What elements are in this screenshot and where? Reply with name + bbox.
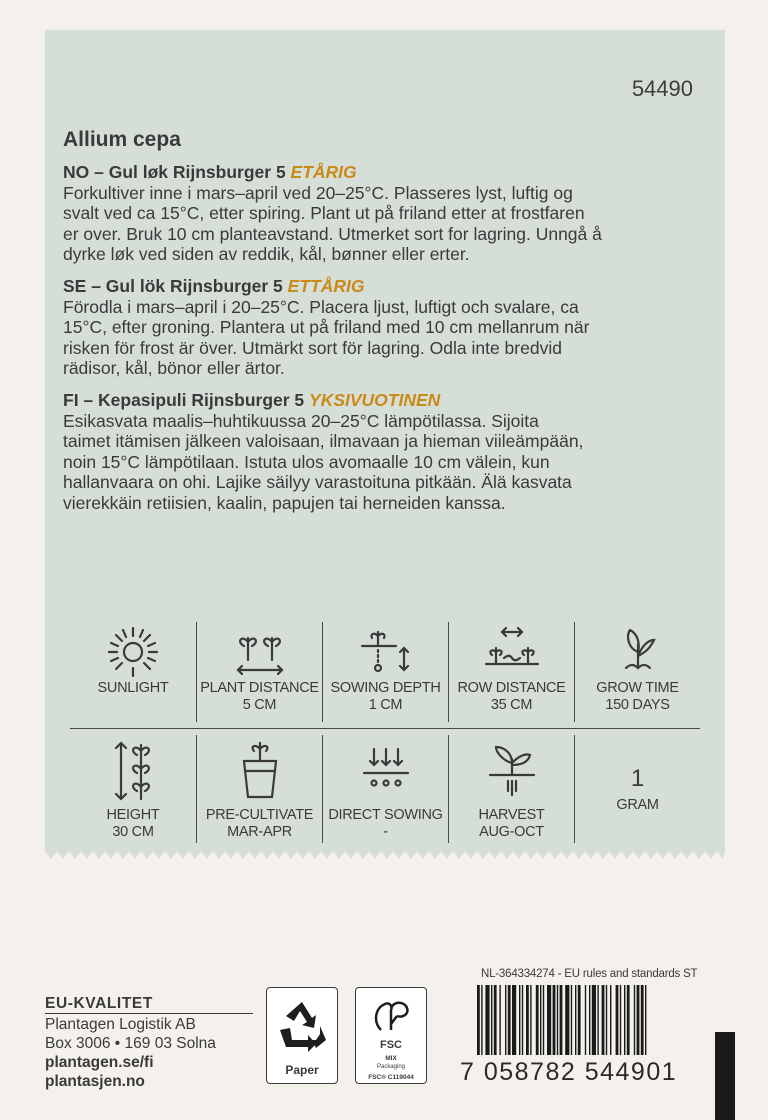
barcode-bar — [560, 985, 563, 1055]
height-icon — [103, 735, 163, 807]
barcode-bar — [512, 985, 516, 1055]
info-value: 150 DAYS — [605, 697, 670, 713]
fsc-tree-icon — [367, 994, 415, 1034]
section-heading: NO – Gul løk Rijnsburger 5 — [63, 162, 291, 182]
barcode-bar — [508, 985, 511, 1055]
info-cell-pre-cultivate — [196, 735, 322, 843]
info-row — [70, 622, 700, 722]
barcode-bar — [610, 985, 611, 1055]
barcode-bar — [481, 985, 482, 1055]
product-code: 54490 — [631, 76, 693, 101]
grid-divider — [70, 728, 700, 729]
barcode-bar — [637, 985, 640, 1055]
barcode-bar — [536, 985, 539, 1055]
barcode-bar — [641, 985, 644, 1055]
barcode-bar — [624, 985, 625, 1055]
info-row — [70, 735, 700, 843]
barcode-bar — [505, 985, 506, 1055]
barcode-bar — [522, 985, 523, 1055]
recycle-badge — [266, 987, 338, 1084]
info-panel — [45, 30, 725, 852]
plant-distance-icon — [230, 622, 290, 680]
barcode-bar — [606, 985, 607, 1055]
info-label: GRAM — [616, 797, 659, 813]
grow-time-icon — [608, 622, 668, 680]
barcode-bar — [565, 985, 569, 1055]
barcode-bar — [547, 985, 551, 1055]
section-tag: YKSIVUOTINEN — [309, 390, 441, 410]
footer-company: Plantagen Logistik AB — [45, 1016, 196, 1033]
barcode-bar — [530, 985, 531, 1055]
info-value: - — [383, 824, 388, 840]
info-value: MAR-APR — [227, 824, 292, 840]
fsc-mix: MIX — [385, 1055, 397, 1062]
info-cell-grow-time — [574, 622, 700, 722]
barcode-bar — [634, 985, 635, 1055]
section-no — [63, 162, 713, 265]
info-value: 5 CM — [242, 697, 277, 713]
direct-sowing-icon — [356, 735, 416, 807]
barcode-bar — [645, 985, 646, 1055]
section-line: vierekkäin retiisien, kaalin, papujen tai herneiden kanssa. — [63, 492, 506, 513]
section-tag: ETTÅRIG — [287, 276, 365, 296]
section-fi — [63, 390, 713, 513]
info-cell-plant-distance — [196, 622, 322, 722]
barcode-bar — [477, 985, 480, 1055]
info-cell-gram — [574, 735, 700, 843]
row-distance-icon — [482, 622, 542, 680]
info-label: SOWING DEPTH — [330, 680, 441, 696]
info-value: 1 CM — [368, 697, 403, 713]
footer-info — [45, 994, 253, 1091]
barcode-bar — [620, 985, 621, 1055]
footer-site[interactable]: plantasjen.no — [45, 1073, 145, 1090]
barcode-bar — [491, 985, 492, 1055]
barcode-bar — [557, 985, 558, 1055]
section-line: noin 15°C lämpötilaan. Istuta ulos avomaalle 10 cm välein, kun — [63, 451, 550, 472]
info-cell-sunlight — [70, 622, 196, 722]
info-label: HEIGHT — [106, 807, 160, 823]
section-tag: ETÅRIG — [290, 162, 357, 182]
barcode-bar — [602, 985, 605, 1055]
info-label: ROW DISTANCE — [457, 680, 566, 696]
barcode-bar — [540, 985, 541, 1055]
barcode-bar — [485, 985, 489, 1055]
barcode-bar — [585, 985, 586, 1055]
info-cell-direct-sowing — [322, 735, 448, 843]
certification-text: NL-364334274 - EU rules and standards ST — [481, 968, 698, 980]
harvest-icon — [482, 735, 542, 807]
barcode-bar — [592, 985, 596, 1055]
info-cell-row-distance — [448, 622, 574, 722]
section-line: 15°C, efter groning. Plantera ut på friland med 10 cm mellanrum när — [63, 317, 590, 337]
section-line: risken för frost är över. Utmärkt sort för lagring. Odla inte bredvid — [63, 337, 562, 358]
info-value: 30 CM — [112, 824, 154, 840]
info-cell-sowing-depth — [322, 622, 448, 722]
section-line: dyrke løk ved siden av reddik, kål, bønner eller erter. — [63, 244, 470, 264]
info-label: HARVEST — [478, 807, 545, 823]
barcode-bar — [499, 985, 500, 1055]
info-cell-height — [70, 735, 196, 843]
section-line: Förodla i mars–april i 20–25°C. Placera ljust, luftigt och svalare, ca — [63, 296, 579, 317]
info-cell-harvest — [448, 735, 574, 843]
info-label: SUNLIGHT — [97, 680, 169, 696]
info-label: PLANT DISTANCE — [200, 680, 319, 696]
section-line: rädisor, kål, bönor eller ärtor. — [63, 358, 285, 378]
footer-address: Box 3006 • 169 03 Solna — [45, 1035, 216, 1052]
fsc-badge — [355, 987, 427, 1084]
barcode-bar — [553, 985, 556, 1055]
pot-icon — [230, 735, 290, 807]
barcode — [477, 985, 692, 1055]
section-se — [63, 276, 713, 379]
barcode-bar — [526, 985, 529, 1055]
barcode-bar — [616, 985, 619, 1055]
section-line: hallanvaara on ohi. Lajike säilyy varastoituna pitkään. Älä kasvata — [63, 472, 572, 492]
barcode-bar — [597, 985, 598, 1055]
fsc-packaging: Packaging — [376, 1064, 406, 1070]
paper-label: Paper — [285, 1063, 319, 1077]
fsc-code: FSC® C119044 — [368, 1074, 414, 1081]
section-line: er over. Bruk 10 cm planteavstand. Utmerket sort for lagring. Unngå å — [63, 223, 602, 244]
barcode-bar — [589, 985, 590, 1055]
edge-mark — [715, 1032, 735, 1120]
zigzag-edge — [45, 851, 725, 859]
info-value: 35 CM — [490, 697, 533, 713]
barcode-bar — [494, 985, 497, 1055]
section-heading: FI – Kepasipuli Rijnsburger 5 — [63, 390, 310, 410]
seed-amount: 1 — [630, 765, 645, 792]
footer-site[interactable]: plantagen.se/fi — [45, 1054, 154, 1071]
barcode-bar — [571, 985, 572, 1055]
footer-title: EU-KVALITET — [45, 994, 253, 1014]
sun-icon — [103, 622, 163, 680]
ean-number: 7 058782 544901 — [460, 1058, 678, 1086]
barcode-bar — [578, 985, 581, 1055]
barcode-bar — [627, 985, 630, 1055]
recycle-icon — [272, 996, 332, 1056]
section-line: taimet itämisen jälkeen valoisaan, ilmavaan ja hieman viileämpään, — [63, 431, 584, 451]
barcode-bar — [543, 985, 544, 1055]
fsc-label: FSC — [380, 1039, 402, 1051]
latin-name: Allium cepa — [63, 128, 181, 151]
info-label: DIRECT SOWING — [328, 807, 443, 823]
sowing-depth-icon — [356, 622, 416, 680]
section-line: svalt ved ca 15°C, etter spiring. Plant ut på friland etter at frostfaren — [63, 203, 585, 223]
info-label: PRE-CULTIVATE — [205, 807, 314, 823]
info-value: AUG-OCT — [479, 824, 544, 840]
info-label: GROW TIME — [596, 680, 679, 696]
barcode-bar — [575, 985, 576, 1055]
growing-info-grid — [70, 622, 710, 843]
section-line: Esikasvata maalis–huhtikuussa 20–25°C lämpötilassa. Sijoita — [63, 410, 539, 431]
section-heading: SE – Gul lök Rijnsburger 5 — [63, 276, 288, 296]
barcode-bar — [519, 985, 520, 1055]
section-line: Forkultiver inne i mars–april ved 20–25°C. Plasseres lyst, luftig og — [63, 182, 573, 203]
